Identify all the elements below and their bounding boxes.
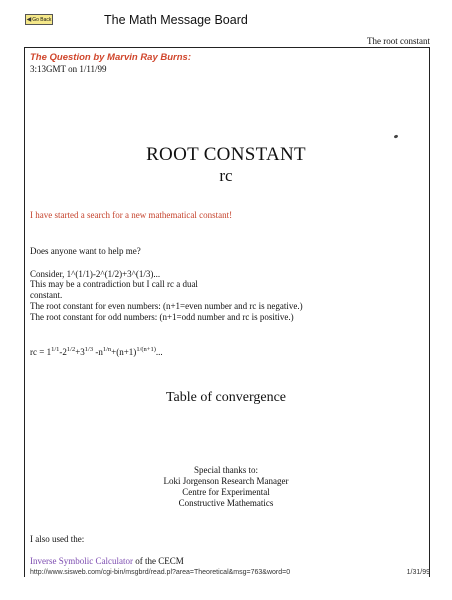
consider-line: Consider, 1^(1/1)-2^(1/2)+3^(1/3)... [30,269,161,279]
question-author: The Question by Marvin Ray Burns: [30,52,191,63]
formula-exp-4: 1/n [102,346,112,353]
formula-term-2: -2 [59,347,67,357]
formula-term-3: +3 [75,347,85,357]
footer-url: http://www.sisweb.com/cgi-bin/msgbrd/read.pl?area=Theoretical&msg=763&word=0 [30,569,291,576]
link-suffix: of the CECM [132,556,184,566]
thanks-line: Special thanks to: [194,465,258,475]
thanks-block [0,465,452,509]
thanks-line: Loki Jorgenson Research Manager [163,476,289,486]
intro-line: I have started a search for a new mathematical constant! [30,210,233,220]
go-back-label: Go Back [32,16,52,23]
thanks-line: Centre for Experimental [182,487,270,497]
formula-suffix: ... [155,347,163,357]
footer-date: 1/31/99 [406,569,430,576]
formula-term-5: +(n+1) [111,347,137,357]
also-used-line: I also used the: [30,534,85,544]
contradiction-line: This may be a contradiction but I call rc a dual [30,279,198,289]
post-subtitle: rc [219,166,233,185]
odd-line: The root constant for odd numbers: (n+1=odd number and rc is positive.) [30,312,294,322]
formula [30,346,163,357]
formula-exp-3: 1/3 [84,346,94,353]
help-line: Does anyone want to help me? [30,246,141,256]
page-header-label: The root constant [367,36,430,46]
formula-exp-2: 1/2 [66,346,76,353]
thanks-line: Constructive Mathematics [178,498,274,508]
table-title: Table of convergence [165,390,287,405]
back-arrow-icon: ◀ [26,16,32,23]
go-back-button[interactable] [25,14,53,25]
formula-exp-1: 1/1 [51,346,60,353]
formula-prefix: rc = 1 [30,347,52,357]
formula-term-4: -n [93,347,103,357]
link-line [30,556,184,566]
post-title: ROOT CONSTANT [146,144,306,165]
even-line: The root constant for even numbers: (n+1=even number and rc is negative.) [30,301,303,311]
inverse-symbolic-calculator-link[interactable]: Inverse Symbolic Calculator [30,556,133,566]
board-title: The Math Message Board [104,13,248,27]
constant-line: constant. [30,290,63,300]
formula-exp-5: 1/(n+1) [136,346,156,353]
post-timestamp: 3:13GMT on 1/11/99 [30,64,107,74]
